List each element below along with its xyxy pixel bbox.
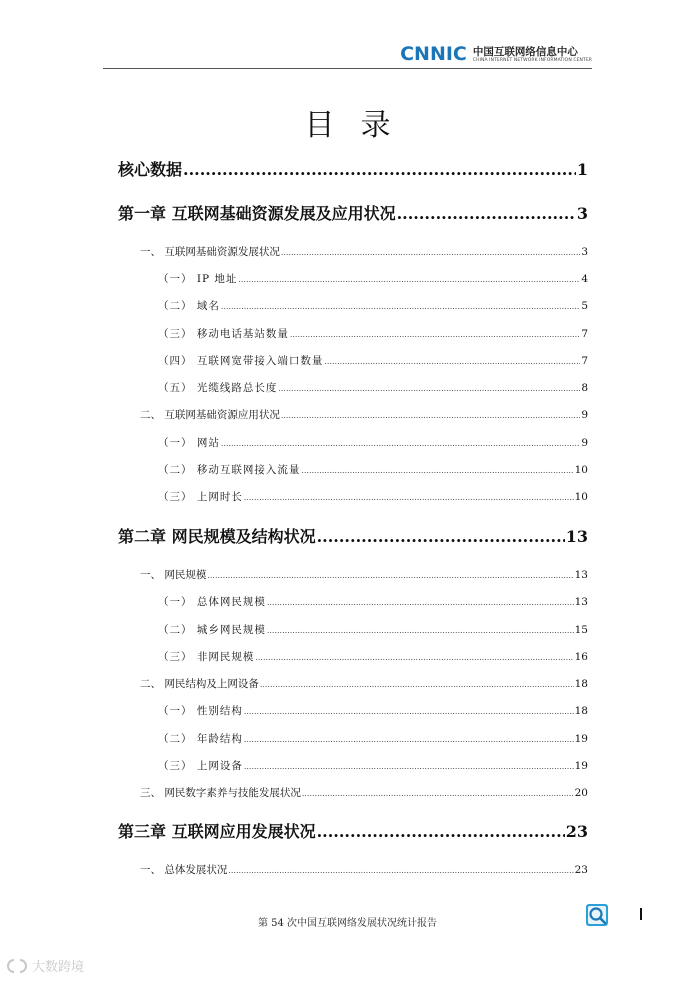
toc-entry[interactable] — [118, 524, 588, 547]
toc-page-number: 7 — [581, 355, 588, 367]
toc-entry[interactable] — [158, 758, 588, 773]
toc-page-number: 23 — [565, 822, 588, 841]
toc-entry-label: （一） 网站 — [158, 437, 220, 449]
toc-dot-leader — [290, 330, 580, 339]
toc-entry[interactable] — [158, 649, 588, 664]
toc-dot-leader — [301, 466, 573, 475]
toc-entry[interactable] — [140, 676, 588, 691]
toc-entry[interactable] — [158, 462, 588, 477]
toc-dot-leader — [317, 527, 565, 546]
toc-entry-label: （一） IP 地址 — [158, 273, 238, 285]
toc-entry[interactable] — [140, 407, 588, 422]
toc-entry[interactable] — [158, 489, 588, 504]
toc-entry[interactable] — [158, 326, 588, 341]
toc-entry[interactable] — [158, 731, 588, 746]
toc-entry-label: 二、 互联网基础资源应用状况 — [140, 409, 280, 421]
toc-page-number: 9 — [581, 409, 588, 421]
toc-page-number: 23 — [574, 864, 588, 876]
toc-page-number: 9 — [581, 437, 588, 449]
toc-page-number: 13 — [574, 596, 588, 608]
toc-page-number: 10 — [574, 491, 588, 503]
toc-dot-leader — [324, 357, 580, 366]
toc-entry[interactable] — [140, 567, 588, 582]
watermark — [6, 956, 84, 975]
toc-dot-leader — [244, 762, 574, 771]
toc-dot-leader — [267, 598, 574, 607]
toc-entry-label: （三） 非网民规模 — [158, 651, 255, 663]
toc-dot-leader — [238, 275, 580, 284]
toc-entry-label: 一、 网民规模 — [140, 569, 207, 581]
toc-dot-leader — [228, 866, 573, 875]
toc-entry[interactable] — [158, 622, 588, 637]
toc-dot-leader — [281, 248, 580, 257]
toc-page-number: 18 — [574, 705, 588, 717]
toc-entry[interactable] — [140, 862, 588, 877]
toc-dot-leader — [255, 653, 573, 662]
toc-entry-label: 第三章 互联网应用发展状况 — [118, 822, 316, 841]
toc-entry-label: （三） 上网设备 — [158, 760, 243, 772]
logo-english-name: CHINA INTERNET NETWORK INFORMATION CENTER — [472, 58, 592, 63]
toc-page-number: 13 — [565, 527, 588, 546]
toc-page-number: 13 — [574, 569, 588, 581]
toc-entry-label: 三、 网民数字素养与技能发展状况 — [140, 787, 301, 799]
toc-page-number: 4 — [581, 273, 588, 285]
toc-entry-label: 一、 总体发展状况 — [140, 864, 228, 876]
toc-page-number: 20 — [574, 787, 588, 799]
toc-page-number: 16 — [574, 651, 588, 663]
toc-page-number: 7 — [581, 328, 588, 340]
toc-dot-leader — [221, 439, 580, 448]
cnnic-search-icon — [585, 903, 609, 927]
toc-entry-label: 第二章 网民规模及结构状况 — [118, 527, 316, 546]
toc-entry-label: （二） 城乡网民规模 — [158, 624, 266, 636]
toc-page-number: 19 — [574, 760, 588, 772]
toc-entry-label: 一、 互联网基础资源发展状况 — [140, 246, 280, 258]
toc-page-number: 1 — [576, 160, 588, 179]
toc-entry-label: （三） 上网时长 — [158, 491, 243, 503]
toc-page-number: 8 — [581, 382, 588, 394]
toc-dot-leader — [281, 411, 580, 420]
toc-dot-leader — [244, 493, 574, 502]
toc-page-number: 19 — [574, 733, 588, 745]
toc-entry[interactable] — [158, 271, 588, 286]
logo-chinese-name: 中国互联网络信息中心 — [472, 46, 578, 58]
toc-entry[interactable] — [118, 157, 588, 180]
toc-entry-label: （二） 域名 — [158, 300, 220, 312]
page-title: 目录 — [304, 108, 417, 143]
toc-entry-label: 第一章 互联网基础资源发展及应用状况 — [118, 204, 396, 223]
toc-dot-leader — [317, 822, 565, 841]
toc-entry[interactable] — [158, 594, 588, 609]
toc-page-number: 18 — [574, 678, 588, 690]
toc-page-number: 3 — [576, 204, 588, 223]
text-cursor-mark — [640, 908, 642, 920]
toc-page-number: 15 — [574, 624, 588, 636]
logo-mark: CNNIC — [400, 43, 467, 65]
toc-dot-leader — [260, 680, 574, 689]
toc-entry[interactable] — [158, 435, 588, 450]
toc-entry[interactable] — [140, 785, 588, 800]
toc-entry-label: 核心数据 — [118, 160, 183, 179]
toc-entry-label: （一） 性别结构 — [158, 705, 243, 717]
toc-entry-label: （一） 总体网民规模 — [158, 596, 266, 608]
toc-entry[interactable] — [118, 819, 588, 842]
toc-entry[interactable] — [158, 353, 588, 368]
toc-entry[interactable] — [158, 298, 588, 313]
toc-entry[interactable] — [140, 244, 588, 259]
watermark-text: 大数跨境 — [32, 960, 85, 975]
toc-entry-label: 二、 网民结构及上网设备 — [140, 678, 259, 690]
toc-entry-label: （四） 互联网宽带接入端口数量 — [158, 355, 324, 367]
toc-dot-leader — [397, 204, 576, 223]
toc-dot-leader — [221, 302, 580, 311]
toc-entry-label: （三） 移动电话基站数量 — [158, 328, 289, 340]
toc-dot-leader — [244, 707, 574, 716]
toc-entry[interactable] — [158, 703, 588, 718]
toc-entry-label: （二） 移动互联网接入流量 — [158, 464, 301, 476]
toc-dot-leader — [183, 160, 576, 179]
toc-entry[interactable] — [118, 201, 588, 224]
toc-dot-leader — [267, 626, 574, 635]
toc-dot-leader — [302, 789, 574, 798]
toc-page-number: 5 — [581, 300, 588, 312]
page-footer: 第 54 次中国互联网络发展状况统计报告 — [257, 918, 438, 929]
toc-entry-label: （五） 光缆线路总长度 — [158, 382, 278, 394]
watermark-logo-icon — [6, 958, 28, 974]
toc-page-number: 10 — [574, 464, 588, 476]
toc-dot-leader — [278, 384, 580, 393]
toc-entry-label: （二） 年龄结构 — [158, 733, 243, 745]
toc-entry[interactable] — [158, 380, 588, 395]
toc-page-number: 3 — [581, 246, 588, 258]
toc-dot-leader — [244, 735, 574, 744]
toc-dot-leader — [207, 571, 573, 580]
